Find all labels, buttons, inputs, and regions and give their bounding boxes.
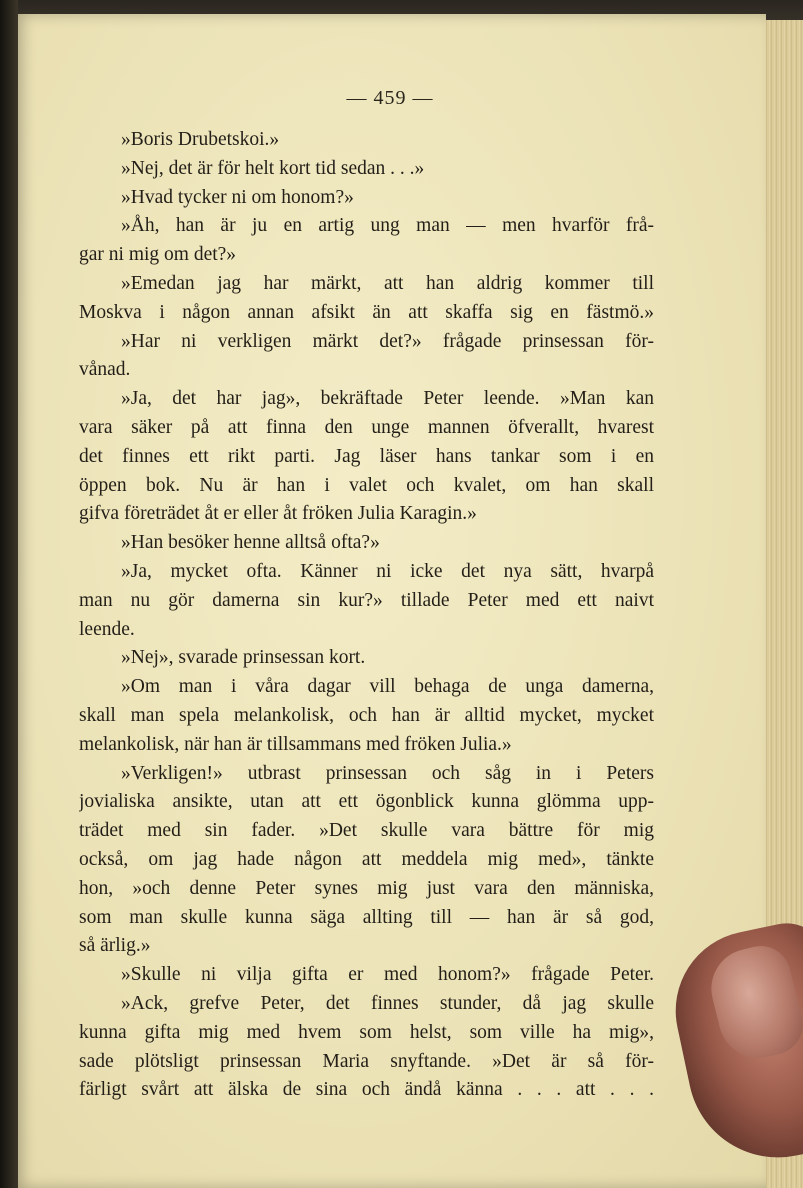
text-line: skall man spela melankolisk, och han är alltid mycket, mycket [79, 704, 654, 726]
text-line: »Ack, grefve Peter, det finnes stunder, då jag skulle [121, 992, 654, 1014]
text-line: hon, »och denne Peter synes mig just vara den människa, [79, 877, 654, 899]
text-line: öppen bok. Nu är han i valet och kvalet, om han skall [79, 474, 654, 496]
text-line: Moskva i någon annan afsikt än att skaffa sig en fästmö.» [79, 301, 654, 323]
text-line: »Skulle ni vilja gifta er med honom?» frågade Peter. [121, 964, 654, 986]
page-text [79, 126, 654, 1105]
text-line: gifva företrädet åt er eller åt fröken Julia Karagin.» [79, 503, 477, 525]
text-line: sade plötsligt prinsessan Maria snyftande. »Det är så för- [79, 1050, 654, 1072]
text-line: leende. [79, 618, 135, 640]
text-line: trädet med sin fader. »Det skulle vara bättre för mig [79, 820, 654, 842]
text-line: »Nej, det är för helt kort tid sedan . . .» [121, 157, 425, 179]
text-line: gar ni mig om det?» [79, 244, 237, 266]
text-line: vara säker på att finna den unge mannen öfverallt, hvarest [79, 416, 654, 438]
text-line: »Åh, han är ju en artig ung man — men hvarför frå- [121, 215, 654, 237]
text-line: »Hvad tycker ni om honom?» [121, 186, 354, 208]
text-line: »Nej», svarade prinsessan kort. [121, 647, 366, 669]
text-line: »Ja, det har jag», bekräftade Peter leende. »Man kan [121, 388, 654, 410]
text-line: melankolisk, när han är tillsammans med fröken Julia.» [79, 733, 512, 755]
text-line: »Verkligen!» utbrast prinsessan och såg in i Peters [121, 762, 654, 784]
text-line: man nu gör damerna sin kur?» tillade Peter med ett naivt [79, 589, 654, 611]
text-line: vånad. [79, 359, 131, 381]
book-gutter-shadow [0, 0, 18, 1188]
text-line: »Han besöker henne alltså ofta?» [121, 532, 380, 554]
text-line: också, om jag hade någon att meddela mig med», tänkte [79, 848, 654, 870]
book-page [14, 14, 766, 1188]
text-line: jovialiska ansikte, utan att ett ögonblick kunna glömma upp- [79, 791, 654, 813]
text-line: så ärlig.» [79, 935, 151, 957]
text-line: »Boris Drubetskoi.» [121, 129, 280, 150]
text-line: färligt svårt att älska de sina och ändå känna . . . att . . . [79, 1079, 654, 1101]
text-line: det finnes ett rikt parti. Jag läser hans tankar som i en [79, 445, 654, 467]
page-number: — 459 — [346, 87, 434, 109]
text-line: »Ja, mycket ofta. Känner ni icke det nya sätt, hvarpå [121, 560, 654, 582]
text-line: som man skulle kunna säga allting till — han är så god, [79, 906, 654, 928]
text-line: »Har ni verkligen märkt det?» frågade prinsessan för- [121, 330, 654, 352]
text-line: »Emedan jag har märkt, att han aldrig kommer till [121, 272, 654, 294]
text-line: »Om man i våra dagar vill behaga de unga damerna, [121, 676, 654, 698]
text-line: kunna gifta mig med hvem som helst, som ville ha mig», [79, 1021, 654, 1043]
